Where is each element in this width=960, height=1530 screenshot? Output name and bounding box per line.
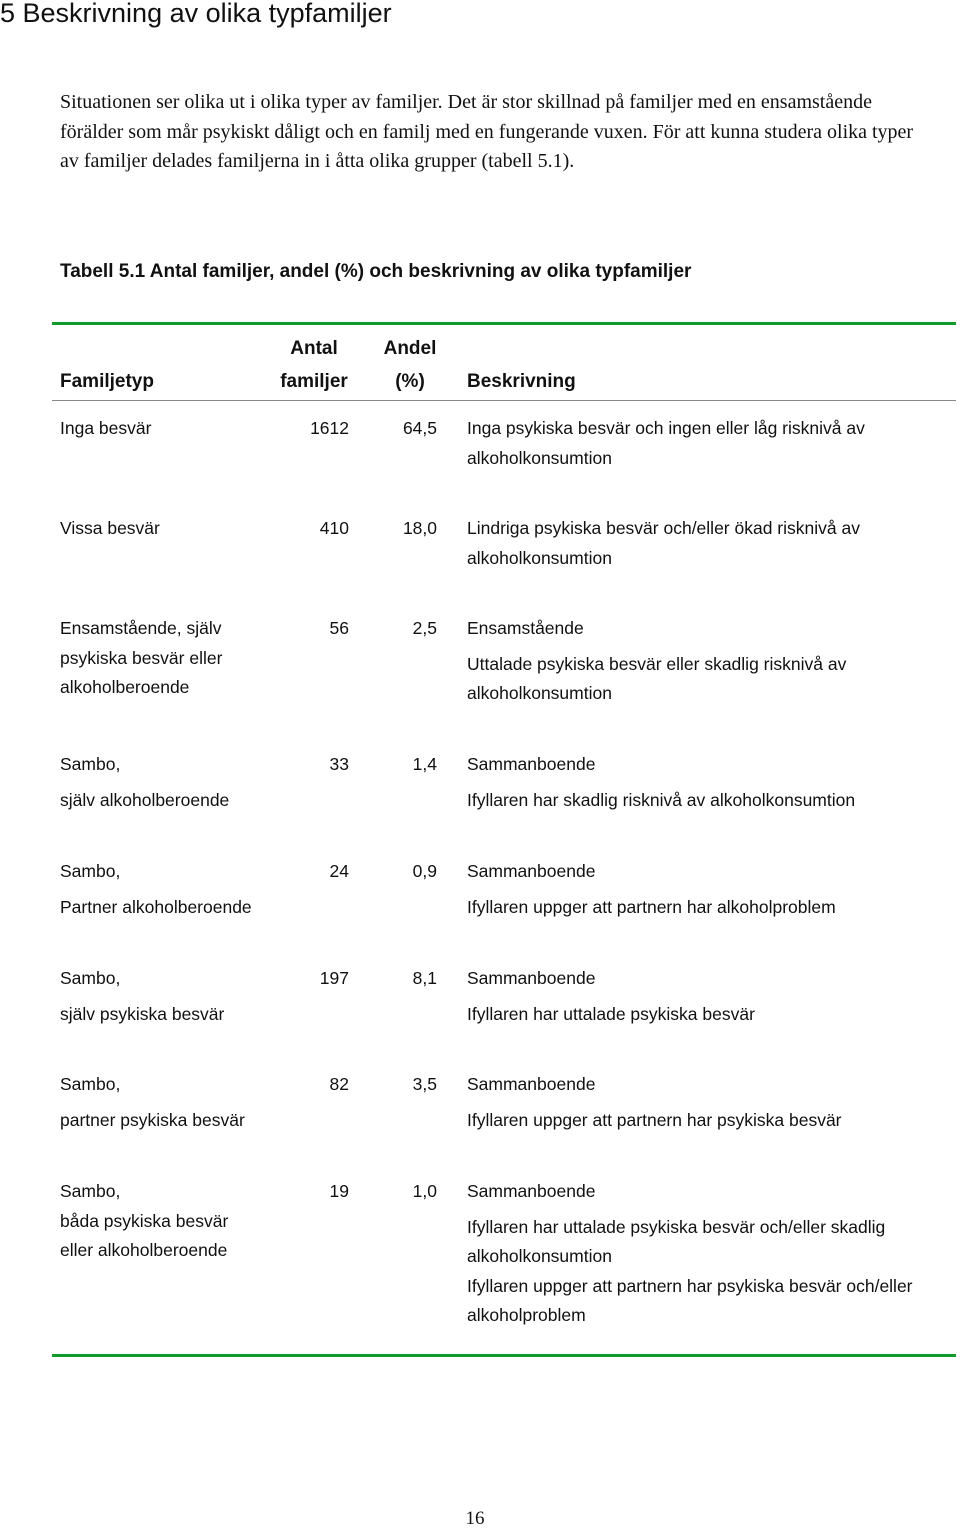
cell-antal: 19 bbox=[329, 1181, 349, 1201]
header-andel-line2: (%) bbox=[395, 371, 425, 392]
cell-beskrivning bbox=[467, 614, 957, 709]
cell-antal: 56 bbox=[329, 618, 349, 638]
cell-andel: 8,1 bbox=[412, 968, 437, 988]
table-bottom-rule bbox=[52, 1354, 956, 1357]
beskrivning-line: Ifyllaren uppger att partnern har alkoholproblem bbox=[467, 896, 836, 917]
cell-familjetyp bbox=[60, 514, 280, 544]
cell-andel: 64,5 bbox=[402, 418, 437, 438]
familjetyp-line: eller alkoholberoende bbox=[60, 1240, 228, 1260]
beskrivning-line: alkoholkonsumtion bbox=[467, 1246, 612, 1266]
beskrivning-line: Inga psykiska besvär och ingen eller låg risknivå av bbox=[467, 418, 865, 438]
familjetyp-line: Sambo, bbox=[60, 1181, 121, 1201]
cell-beskrivning bbox=[467, 964, 957, 1029]
page-number: 16 bbox=[465, 1508, 485, 1529]
header-antal-familjer bbox=[266, 332, 362, 398]
cell-familjetyp bbox=[60, 1070, 280, 1135]
table-caption: Tabell 5.1 Antal familjer, andel (%) och beskrivning av olika typfamiljer bbox=[60, 261, 692, 282]
beskrivning-line: Ifyllaren har skadlig risknivå av alkoholkonsumtion bbox=[467, 789, 856, 810]
familjetyp-line: båda psykiska besvär bbox=[60, 1210, 229, 1231]
cell-familjetyp bbox=[60, 964, 280, 1029]
cell-familjetyp bbox=[60, 414, 280, 444]
cell-antal: 410 bbox=[319, 518, 349, 538]
cell-familjetyp bbox=[60, 614, 280, 703]
cell-andel: 1,0 bbox=[412, 1181, 437, 1201]
familjetyp-line: Sambo, bbox=[60, 1074, 121, 1094]
beskrivning-line: alkoholkonsumtion bbox=[467, 447, 612, 468]
beskrivning-line: Sammanboende bbox=[467, 861, 596, 881]
table-top-rule bbox=[52, 322, 956, 325]
beskrivning-line: alkoholkonsumtion bbox=[467, 547, 612, 568]
header-andel-line1: Andel bbox=[383, 338, 437, 359]
beskrivning-line: Sammanboende bbox=[467, 1074, 596, 1094]
cell-beskrivning bbox=[467, 1177, 957, 1331]
header-familjetyp: Familjetyp bbox=[60, 371, 154, 392]
cell-familjetyp bbox=[60, 857, 280, 922]
beskrivning-line: Lindriga psykiska besvär och/eller ökad risknivå av bbox=[467, 518, 860, 538]
familjetyp-line: alkoholberoende bbox=[60, 677, 190, 697]
beskrivning-line: alkoholproblem bbox=[467, 1305, 586, 1325]
beskrivning-line: Ifyllaren har uttalade psykiska besvär och/eller skadlig bbox=[467, 1216, 886, 1237]
familjetyp-line: psykiska besvär eller bbox=[60, 647, 223, 668]
table-header-rule bbox=[52, 400, 956, 401]
cell-antal: 82 bbox=[329, 1074, 349, 1094]
cell-familjetyp bbox=[60, 1177, 280, 1266]
intro-paragraph: Situationen ser olika ut i olika typer av familjer. Det är stor skillnad på familjer med en ensamstående förälder som mår psykiskt dåligt och en familj med en fungerande vuxen. För att kunna studera olika typer av familjer delades familjerna in i åtta olika grupper (tabell 5.1). bbox=[60, 91, 914, 172]
cell-beskrivning bbox=[467, 750, 957, 815]
cell-antal: 24 bbox=[329, 861, 349, 881]
cell-andel: 18,0 bbox=[402, 518, 437, 538]
header-beskrivning: Beskrivning bbox=[467, 371, 576, 392]
familjetyp-line: själv psykiska besvär bbox=[60, 1003, 225, 1024]
familjetyp-line: Vissa besvär bbox=[60, 518, 160, 538]
beskrivning-line: Ifyllaren uppger att partnern har psykiska besvär bbox=[467, 1109, 842, 1130]
beskrivning-line: Sammanboende bbox=[467, 754, 596, 774]
header-antal-line2: familjer bbox=[280, 371, 348, 392]
familjetyp-line: Sambo, bbox=[60, 968, 121, 988]
familjetyp-line: partner psykiska besvär bbox=[60, 1109, 245, 1130]
cell-beskrivning bbox=[467, 857, 957, 922]
familjetyp-line: Inga besvär bbox=[60, 418, 152, 438]
cell-antal: 197 bbox=[319, 968, 349, 988]
cell-andel: 0,9 bbox=[412, 861, 437, 881]
beskrivning-line: Uttalade psykiska besvär eller skadlig risknivå av bbox=[467, 653, 847, 674]
beskrivning-line: alkoholkonsumtion bbox=[467, 683, 612, 703]
cell-antal: 33 bbox=[329, 754, 349, 774]
beskrivning-line: Ifyllaren har uttalade psykiska besvär bbox=[467, 1003, 755, 1024]
header-andel bbox=[370, 332, 450, 398]
cell-beskrivning bbox=[467, 1070, 957, 1135]
beskrivning-line: Ensamstående bbox=[467, 618, 584, 638]
section-heading: 5 Beskrivning av olika typfamiljer bbox=[0, 0, 392, 28]
familjetyp-line: Partner alkoholberoende bbox=[60, 896, 252, 917]
familjetyp-line: själv alkoholberoende bbox=[60, 789, 230, 810]
beskrivning-line: Sammanboende bbox=[467, 968, 596, 988]
header-antal-line1: Antal bbox=[290, 338, 338, 359]
cell-antal: 1612 bbox=[310, 418, 349, 438]
beskrivning-line: Ifyllaren uppger att partnern har psykiska besvär och/eller bbox=[467, 1275, 913, 1296]
cell-beskrivning bbox=[467, 514, 957, 573]
cell-familjetyp bbox=[60, 750, 280, 815]
cell-andel: 3,5 bbox=[412, 1074, 437, 1094]
familjetyp-line: Sambo, bbox=[60, 754, 121, 774]
beskrivning-line: Sammanboende bbox=[467, 1181, 596, 1201]
cell-andel: 2,5 bbox=[412, 618, 437, 638]
familjetyp-line: Ensamstående, själv bbox=[60, 618, 222, 638]
familjetyp-line: Sambo, bbox=[60, 861, 121, 881]
cell-andel: 1,4 bbox=[412, 754, 437, 774]
cell-beskrivning bbox=[467, 414, 957, 473]
